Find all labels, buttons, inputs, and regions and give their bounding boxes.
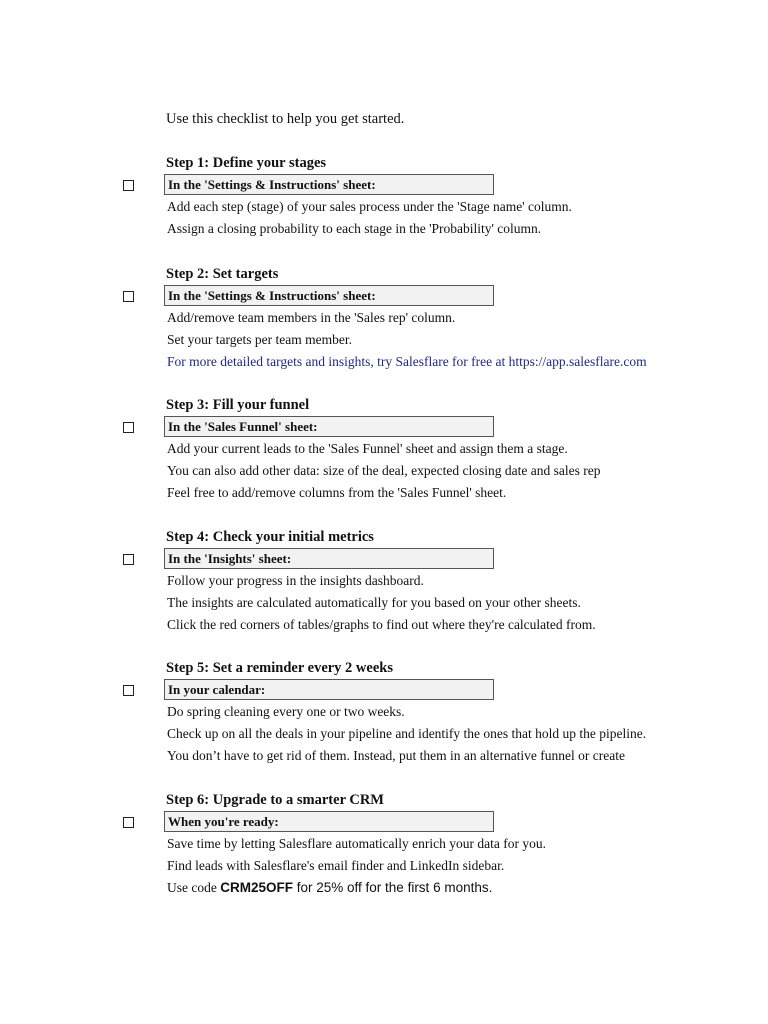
step-subheader: In the 'Settings & Instructions' sheet: xyxy=(164,285,494,306)
step-title: Step 1: Define your stages xyxy=(166,155,327,171)
step-2-checkbox[interactable] xyxy=(123,291,134,302)
instruction-line: Add/remove team members in the 'Sales rep' column. xyxy=(167,310,456,325)
step-5-checkbox[interactable] xyxy=(123,685,134,696)
step-5-section xyxy=(0,660,768,770)
step-title: Step 5: Set a reminder every 2 weeks xyxy=(166,660,393,676)
step-subheader: In the 'Sales Funnel' sheet: xyxy=(164,416,494,437)
promo-code-value: CRM25OFF xyxy=(220,880,293,895)
step-1-section xyxy=(0,155,768,265)
step-title: Step 2: Set targets xyxy=(166,266,279,282)
instruction-line: Follow your progress in the insights dashboard. xyxy=(167,573,424,588)
instruction-line: Find leads with Salesflare's email finder and LinkedIn sidebar. xyxy=(167,858,505,873)
instruction-line: Do spring cleaning every one or two weeks. xyxy=(167,704,405,719)
instruction-line: Feel free to add/remove columns from the 'Sales Funnel' sheet. xyxy=(167,485,507,500)
step-1-checkbox[interactable] xyxy=(123,180,134,191)
instruction-line: Check up on all the deals in your pipeline and identify the ones that hold up the pipeline. xyxy=(167,726,647,741)
step-subheader: In your calendar: xyxy=(164,679,494,700)
instruction-line: The insights are calculated automatically for you based on your other sheets. xyxy=(167,595,581,610)
promo-code xyxy=(220,880,492,895)
step-2-section xyxy=(0,266,768,376)
step-subheader: In the 'Settings & Instructions' sheet: xyxy=(164,174,494,195)
instruction-line: Set your targets per team member. xyxy=(167,332,352,347)
promo-prefix: Use code xyxy=(167,880,221,895)
instruction-line: Save time by letting Salesflare automatically enrich your data for you. xyxy=(167,836,547,851)
instruction-line: You don’t have to get rid of them. Instead, put them in an alternative funnel or create xyxy=(167,748,625,763)
step-subheader: When you're ready: xyxy=(164,811,494,832)
promo-line xyxy=(167,880,667,896)
salesflare-link[interactable]: For more detailed targets and insights, try Salesflare for free at https://app.salesflare.com xyxy=(167,354,647,369)
step-4-checkbox[interactable] xyxy=(123,554,134,565)
step-6-section xyxy=(0,792,768,902)
step-title: Step 6: Upgrade to a smarter CRM xyxy=(166,792,384,808)
step-title: Step 4: Check your initial metrics xyxy=(166,529,374,545)
step-6-checkbox[interactable] xyxy=(123,817,134,828)
step-title: Step 3: Fill your funnel xyxy=(166,397,310,413)
intro-text: Use this checklist to help you get started. xyxy=(166,111,405,127)
step-subheader: In the 'Insights' sheet: xyxy=(164,548,494,569)
promo-suffix: for 25% off for the first 6 months. xyxy=(293,880,493,895)
instruction-line: Click the red corners of tables/graphs to find out where they're calculated from. xyxy=(167,617,596,632)
instruction-line: Add each step (stage) of your sales process under the 'Stage name' column. xyxy=(167,199,572,214)
step-4-section xyxy=(0,529,768,639)
instruction-line: Add your current leads to the 'Sales Funnel' sheet and assign them a stage. xyxy=(167,441,568,456)
instruction-line: You can also add other data: size of the deal, expected closing date and sales rep xyxy=(167,463,601,478)
step-3-section xyxy=(0,397,768,507)
instruction-line: Assign a closing probability to each stage in the 'Probability' column. xyxy=(167,221,542,236)
step-3-checkbox[interactable] xyxy=(123,422,134,433)
